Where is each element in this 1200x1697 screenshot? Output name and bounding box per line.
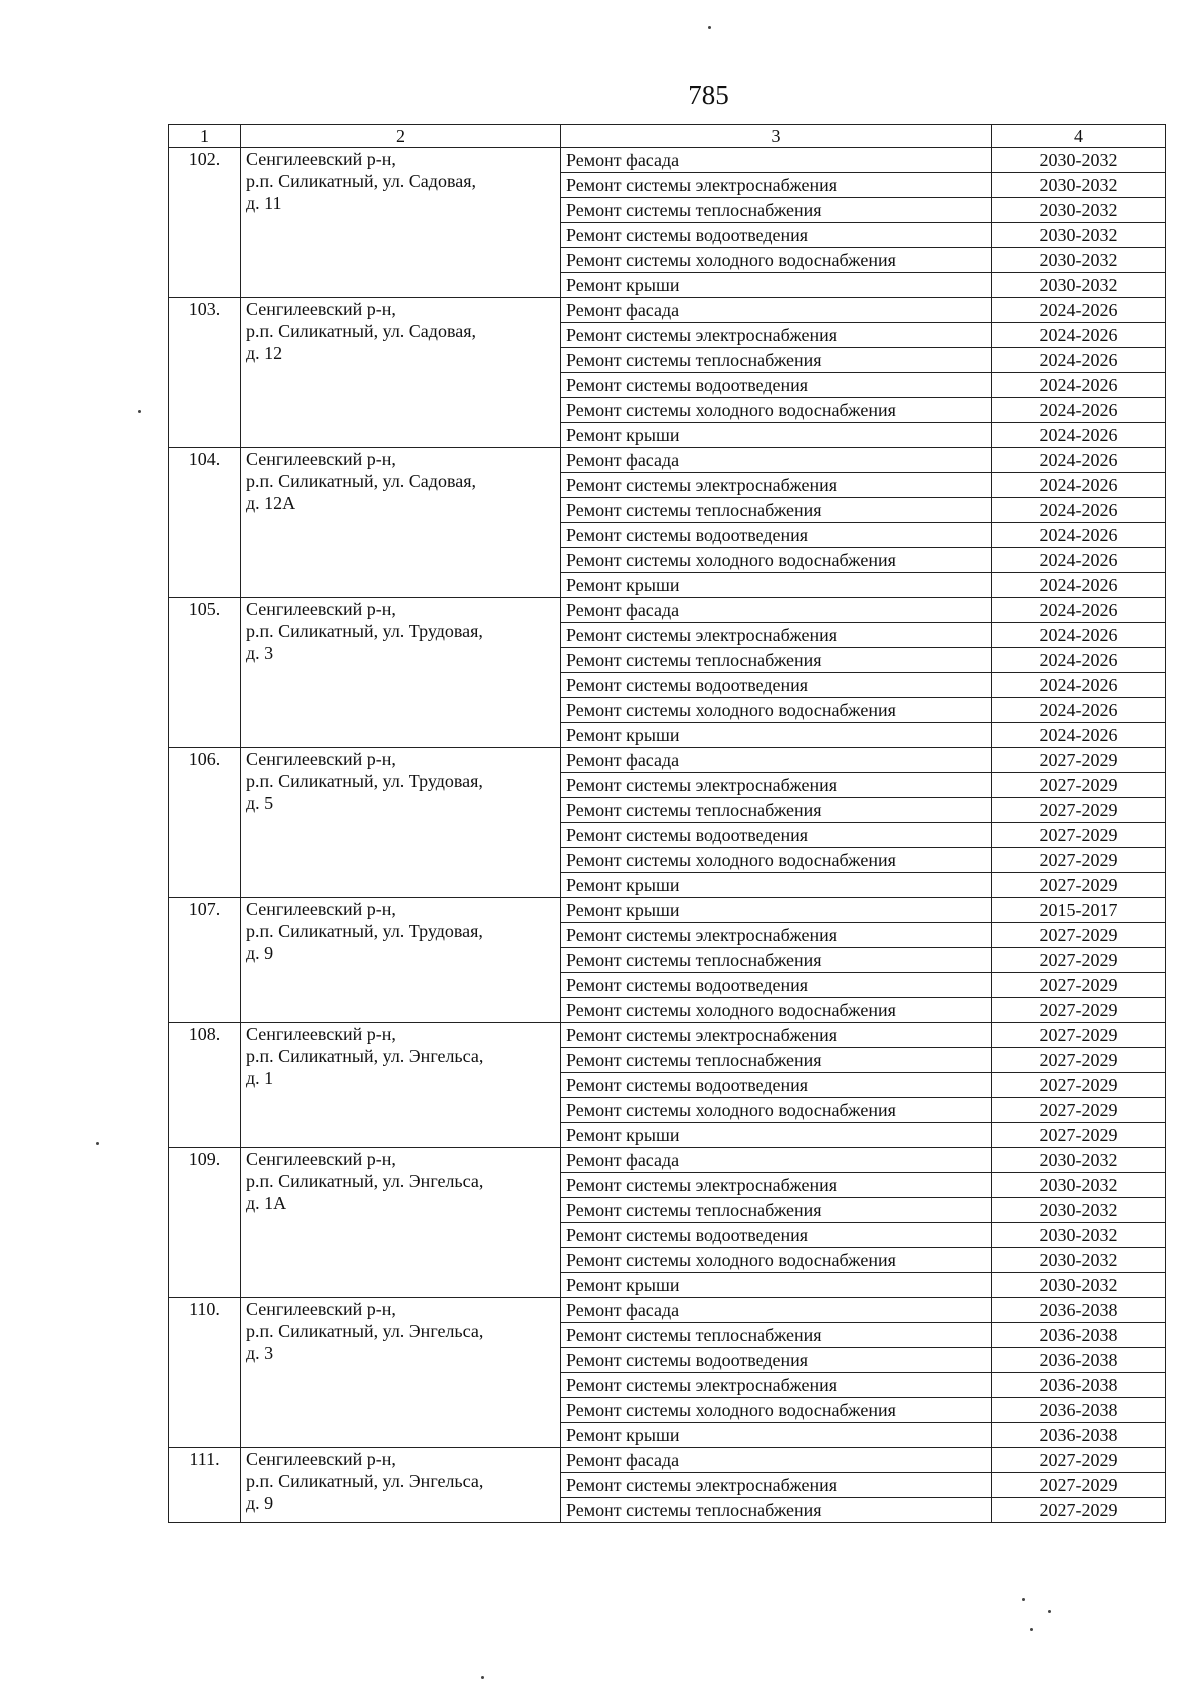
work-type: Ремонт крыши	[561, 1123, 992, 1148]
header-col-1: 1	[169, 125, 241, 148]
work-type: Ремонт системы теплоснабжения	[561, 948, 992, 973]
table-row	[169, 1148, 1166, 1173]
address-line: р.п. Силикатный, ул. Трудовая,	[246, 621, 483, 641]
entry-number: 104.	[169, 448, 241, 598]
address-line: Сенгилеевский р-н,	[246, 449, 396, 469]
work-type: Ремонт системы теплоснабжения	[561, 348, 992, 373]
entry-address	[241, 1298, 561, 1448]
address-line: д. 9	[246, 943, 274, 963]
address-line: д. 12А	[246, 493, 296, 513]
header-col-2: 2	[241, 125, 561, 148]
work-type: Ремонт системы водоотведения	[561, 973, 992, 998]
work-type: Ремонт фасада	[561, 1148, 992, 1173]
work-type: Ремонт системы электроснабжения	[561, 1173, 992, 1198]
work-period: 2027-2029	[992, 748, 1166, 773]
work-type: Ремонт фасада	[561, 1298, 992, 1323]
work-period: 2024-2026	[992, 348, 1166, 373]
address-line: д. 1	[246, 1068, 274, 1088]
work-type: Ремонт крыши	[561, 898, 992, 923]
scan-speck	[708, 26, 711, 29]
scan-speck	[481, 1676, 484, 1679]
work-period: 2030-2032	[992, 1223, 1166, 1248]
work-period: 2030-2032	[992, 1148, 1166, 1173]
entry-address	[241, 1148, 561, 1298]
work-type: Ремонт фасада	[561, 298, 992, 323]
work-period: 2024-2026	[992, 323, 1166, 348]
work-period: 2027-2029	[992, 873, 1166, 898]
work-period: 2027-2029	[992, 948, 1166, 973]
work-type: Ремонт системы холодного водоснабжения	[561, 398, 992, 423]
work-type: Ремонт крыши	[561, 1273, 992, 1298]
address-line: Сенгилеевский р-н,	[246, 299, 396, 319]
table-row	[169, 1023, 1166, 1048]
work-type: Ремонт системы водоотведения	[561, 1073, 992, 1098]
work-type: Ремонт крыши	[561, 273, 992, 298]
work-period: 2027-2029	[992, 1498, 1166, 1523]
address-line: д. 3	[246, 643, 274, 663]
work-type: Ремонт системы электроснабжения	[561, 923, 992, 948]
work-type: Ремонт фасада	[561, 598, 992, 623]
table-row	[169, 898, 1166, 923]
address-line: Сенгилеевский р-н,	[246, 149, 396, 169]
work-type: Ремонт системы теплоснабжения	[561, 498, 992, 523]
work-period: 2024-2026	[992, 573, 1166, 598]
entry-number: 108.	[169, 1023, 241, 1148]
table-row	[169, 1448, 1166, 1473]
work-period: 2024-2026	[992, 373, 1166, 398]
address-line: Сенгилеевский р-н,	[246, 1149, 396, 1169]
work-period: 2030-2032	[992, 223, 1166, 248]
work-period: 2027-2029	[992, 798, 1166, 823]
entry-number: 102.	[169, 148, 241, 298]
address-line: р.п. Силикатный, ул. Садовая,	[246, 171, 476, 191]
address-line: Сенгилеевский р-н,	[246, 1024, 396, 1044]
work-type: Ремонт системы водоотведения	[561, 373, 992, 398]
table-row	[169, 298, 1166, 323]
work-period: 2027-2029	[992, 998, 1166, 1023]
header-row	[169, 125, 1166, 148]
table-row	[169, 448, 1166, 473]
work-period: 2024-2026	[992, 598, 1166, 623]
work-type: Ремонт системы холодного водоснабжения	[561, 1248, 992, 1273]
work-type: Ремонт системы водоотведения	[561, 523, 992, 548]
entry-address	[241, 898, 561, 1023]
work-period: 2030-2032	[992, 273, 1166, 298]
work-period: 2024-2026	[992, 523, 1166, 548]
address-line: д. 11	[246, 193, 282, 213]
work-period: 2027-2029	[992, 1123, 1166, 1148]
entry-number: 103.	[169, 298, 241, 448]
scan-speck	[1030, 1628, 1033, 1631]
address-line: Сенгилеевский р-н,	[246, 1299, 396, 1319]
work-type: Ремонт крыши	[561, 1423, 992, 1448]
entry-address	[241, 448, 561, 598]
address-line: Сенгилеевский р-н,	[246, 899, 396, 919]
work-period: 2027-2029	[992, 848, 1166, 873]
work-type: Ремонт системы электроснабжения	[561, 1373, 992, 1398]
work-period: 2024-2026	[992, 398, 1166, 423]
work-period: 2027-2029	[992, 1473, 1166, 1498]
address-line: д. 3	[246, 1343, 274, 1363]
work-period: 2030-2032	[992, 1173, 1166, 1198]
page-number: 785	[688, 80, 729, 110]
entry-address	[241, 1448, 561, 1523]
entry-address	[241, 598, 561, 748]
work-period: 2036-2038	[992, 1423, 1166, 1448]
entry-address	[241, 748, 561, 898]
work-type: Ремонт крыши	[561, 423, 992, 448]
header-col-3: 3	[561, 125, 992, 148]
work-period: 2027-2029	[992, 773, 1166, 798]
work-type: Ремонт системы электроснабжения	[561, 1023, 992, 1048]
work-type: Ремонт системы электроснабжения	[561, 623, 992, 648]
scan-speck	[138, 410, 141, 413]
work-period: 2030-2032	[992, 1198, 1166, 1223]
work-period: 2027-2029	[992, 1048, 1166, 1073]
address-line: д. 5	[246, 793, 274, 813]
work-type: Ремонт фасада	[561, 748, 992, 773]
work-period: 2024-2026	[992, 423, 1166, 448]
work-period: 2024-2026	[992, 498, 1166, 523]
entry-number: 107.	[169, 898, 241, 1023]
work-period: 2036-2038	[992, 1323, 1166, 1348]
address-line: р.п. Силикатный, ул. Энгельса,	[246, 1046, 484, 1066]
table-header	[169, 125, 1166, 148]
work-period: 2036-2038	[992, 1373, 1166, 1398]
table-row	[169, 1298, 1166, 1323]
work-type: Ремонт системы теплоснабжения	[561, 1498, 992, 1523]
work-type: Ремонт системы холодного водоснабжения	[561, 1098, 992, 1123]
scan-speck	[1048, 1610, 1051, 1613]
entry-number: 105.	[169, 598, 241, 748]
address-line: р.п. Силикатный, ул. Энгельса,	[246, 1321, 484, 1341]
work-period: 2027-2029	[992, 1073, 1166, 1098]
address-line: р.п. Силикатный, ул. Садовая,	[246, 471, 476, 491]
repair-schedule-table	[168, 124, 1166, 1523]
work-type: Ремонт системы электроснабжения	[561, 1473, 992, 1498]
work-type: Ремонт системы водоотведения	[561, 673, 992, 698]
header-col-4: 4	[992, 125, 1166, 148]
work-period: 2024-2026	[992, 673, 1166, 698]
entry-address	[241, 298, 561, 448]
entry-address	[241, 148, 561, 298]
work-type: Ремонт системы водоотведения	[561, 1223, 992, 1248]
work-type: Ремонт системы теплоснабжения	[561, 1048, 992, 1073]
work-type: Ремонт системы теплоснабжения	[561, 798, 992, 823]
address-line: д. 12	[246, 343, 283, 363]
work-period: 2024-2026	[992, 648, 1166, 673]
work-period: 2027-2029	[992, 1023, 1166, 1048]
work-period: 2030-2032	[992, 248, 1166, 273]
work-period: 2030-2032	[992, 148, 1166, 173]
work-period: 2015-2017	[992, 898, 1166, 923]
address-line: д. 9	[246, 1493, 274, 1513]
entry-number: 106.	[169, 748, 241, 898]
work-period: 2036-2038	[992, 1348, 1166, 1373]
work-period: 2027-2029	[992, 973, 1166, 998]
work-type: Ремонт системы водоотведения	[561, 223, 992, 248]
work-period: 2024-2026	[992, 298, 1166, 323]
work-type: Ремонт системы водоотведения	[561, 1348, 992, 1373]
work-period: 2024-2026	[992, 723, 1166, 748]
work-period: 2030-2032	[992, 1273, 1166, 1298]
work-type: Ремонт системы электроснабжения	[561, 473, 992, 498]
work-type: Ремонт фасада	[561, 448, 992, 473]
address-line: р.п. Силикатный, ул. Трудовая,	[246, 771, 483, 791]
work-type: Ремонт системы холодного водоснабжения	[561, 1398, 992, 1423]
work-period: 2027-2029	[992, 923, 1166, 948]
entry-address	[241, 1023, 561, 1148]
work-period: 2024-2026	[992, 698, 1166, 723]
address-line: р.п. Силикатный, ул. Энгельса,	[246, 1171, 484, 1191]
work-type: Ремонт системы холодного водоснабжения	[561, 998, 992, 1023]
entry-number: 109.	[169, 1148, 241, 1298]
work-type: Ремонт крыши	[561, 723, 992, 748]
work-period: 2027-2029	[992, 823, 1166, 848]
work-type: Ремонт системы холодного водоснабжения	[561, 248, 992, 273]
entry-number: 110.	[169, 1298, 241, 1448]
work-type: Ремонт системы теплоснабжения	[561, 198, 992, 223]
work-type: Ремонт системы водоотведения	[561, 823, 992, 848]
table-row	[169, 148, 1166, 173]
work-type: Ремонт системы холодного водоснабжения	[561, 548, 992, 573]
work-period: 2024-2026	[992, 548, 1166, 573]
address-line: Сенгилеевский р-н,	[246, 599, 396, 619]
work-period: 2036-2038	[992, 1398, 1166, 1423]
work-period: 2024-2026	[992, 623, 1166, 648]
entry-number: 111.	[169, 1448, 241, 1523]
work-period: 2030-2032	[992, 198, 1166, 223]
scan-speck	[96, 1142, 99, 1145]
table-row	[169, 748, 1166, 773]
work-period: 2027-2029	[992, 1098, 1166, 1123]
scan-speck	[1022, 1598, 1025, 1601]
work-type: Ремонт крыши	[561, 573, 992, 598]
work-period: 2024-2026	[992, 448, 1166, 473]
work-type: Ремонт системы теплоснабжения	[561, 648, 992, 673]
address-line: р.п. Силикатный, ул. Энгельса,	[246, 1471, 484, 1491]
work-type: Ремонт системы холодного водоснабжения	[561, 698, 992, 723]
work-period: 2030-2032	[992, 173, 1166, 198]
work-period: 2036-2038	[992, 1298, 1166, 1323]
work-type: Ремонт системы теплоснабжения	[561, 1198, 992, 1223]
work-type: Ремонт системы электроснабжения	[561, 173, 992, 198]
work-period: 2030-2032	[992, 1248, 1166, 1273]
table-body	[169, 148, 1166, 1523]
address-line: д. 1А	[246, 1193, 287, 1213]
address-line: Сенгилеевский р-н,	[246, 749, 396, 769]
table-row	[169, 598, 1166, 623]
work-type: Ремонт системы электроснабжения	[561, 773, 992, 798]
address-line: р.п. Силикатный, ул. Садовая,	[246, 321, 476, 341]
work-type: Ремонт фасада	[561, 148, 992, 173]
address-line: Сенгилеевский р-н,	[246, 1449, 396, 1469]
work-type: Ремонт системы холодного водоснабжения	[561, 848, 992, 873]
work-period: 2024-2026	[992, 473, 1166, 498]
work-period: 2027-2029	[992, 1448, 1166, 1473]
work-type: Ремонт системы электроснабжения	[561, 323, 992, 348]
work-type: Ремонт системы теплоснабжения	[561, 1323, 992, 1348]
work-type: Ремонт крыши	[561, 873, 992, 898]
work-type: Ремонт фасада	[561, 1448, 992, 1473]
address-line: р.п. Силикатный, ул. Трудовая,	[246, 921, 483, 941]
